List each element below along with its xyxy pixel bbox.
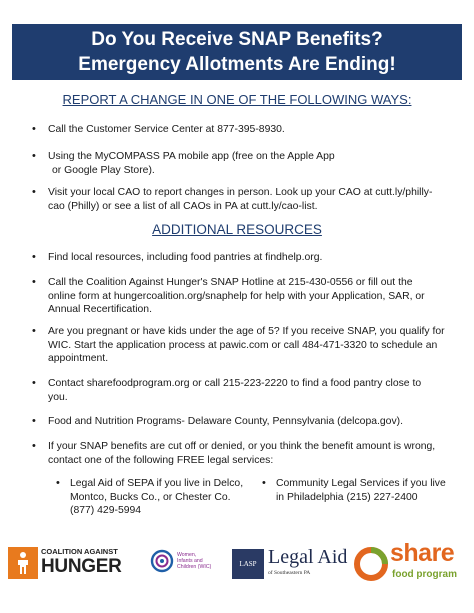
resource-item-line: Annual Recertification. <box>48 304 152 316</box>
share-food-program-logo <box>352 539 470 587</box>
legal-service-line: • Legal Aid of SEPA if you live in Delco, <box>70 478 244 489</box>
resource-item-line: online form at hungercoalition.org/snaphelp for help with your Application, SAR, or <box>48 290 425 302</box>
legal-service-item <box>70 477 250 518</box>
resource-item-line: contact one of the following FREE legal services: <box>48 454 274 466</box>
report-item-line: or Google Play Store). <box>52 164 155 176</box>
report-item-line: • Visit your local CAO to report changes in person. Look up your CAO at cutt.ly/philly- <box>48 187 433 198</box>
resource-item <box>48 251 458 265</box>
legal-service-line: Montco, Bucks Co., or Chester Co. <box>70 491 231 503</box>
resource-item-line: • If your SNAP benefits are cut off or denied, or you think the benefit amount is wrong, <box>48 441 436 452</box>
legal-service-item <box>276 477 466 504</box>
share-ring-icon <box>352 545 390 583</box>
report-item <box>48 123 458 137</box>
wic-text-line: Women, <box>177 552 197 558</box>
cah-logo-top: COALITION AGAINST <box>41 547 118 556</box>
wic-emblem-icon <box>150 549 174 573</box>
report-item-line: • Using the MyCOMPASS PA mobile app (free on the Apple App <box>48 151 335 162</box>
banner-title-line-1: Do You Receive SNAP Benefits? <box>91 29 383 50</box>
coalition-against-hunger-logo <box>8 545 122 581</box>
report-item <box>48 150 458 177</box>
report-item-line: cao (Philly) or see a list of all CAOs in PA at cutt.ly/cao-list. <box>48 200 318 212</box>
resource-item-line: • Are you pregnant or have kids under the age of 5? If you receive SNAP, you qualify for <box>48 326 445 337</box>
wic-text-line: Infants and <box>177 558 203 565</box>
resource-item-line: WIC. Start the application process at pawic.com or call 484-471-3320 to schedule an <box>48 339 438 351</box>
legal-aid-sepa-logo <box>232 546 348 583</box>
resource-item-line: • Contact sharefoodprogram.org or call 215-223-2220 to find a food pantry close to <box>48 378 422 389</box>
share-subtitle: food program <box>392 569 457 580</box>
resource-item <box>48 377 458 404</box>
report-change-heading: REPORT A CHANGE IN ONE OF THE FOLLOWING WAYS: <box>62 92 412 107</box>
banner-title-line-2: Emergency Allotments Are Ending! <box>78 54 396 75</box>
resource-item-line: • Call the Coalition Against Hunger's SNAP Hotline at 215-430-0556 or fill out the <box>48 277 413 288</box>
additional-resources-heading: ADDITIONAL RESOURCES <box>152 222 322 237</box>
legal-service-line: • Community Legal Services if you live <box>276 478 446 489</box>
lasp-name: Legal Aid <box>268 546 348 568</box>
lasp-subtitle: of Southeastern PA <box>268 570 311 576</box>
share-name: share <box>390 539 455 567</box>
person-icon <box>15 551 31 575</box>
legal-service-line: (877) 429-5994 <box>70 505 142 517</box>
wic-logo-text <box>177 552 211 571</box>
resource-item <box>48 440 458 467</box>
resource-item-line: appointment. <box>48 353 109 365</box>
cah-logo-bottom: HUNGER <box>41 556 122 577</box>
resource-item <box>48 276 458 317</box>
lasp-mark: LASP <box>232 549 264 579</box>
resource-item-line: • Find local resources, including food pantries at findhelp.org. <box>48 252 323 263</box>
resource-item <box>48 325 458 366</box>
report-item <box>48 186 458 213</box>
resource-item <box>48 415 458 429</box>
partner-logos <box>0 535 474 595</box>
resource-item-line: • Food and Nutrition Programs- Delaware County, Pennsylvania (delcopa.gov). <box>48 416 403 427</box>
wic-text-line: Children (WIC) <box>177 564 212 571</box>
legal-service-line: in Philadelphia (215) 227-2400 <box>276 491 418 503</box>
wic-logo <box>150 547 220 583</box>
title-banner <box>12 24 462 80</box>
resource-item-line: you. <box>48 391 68 403</box>
report-item-line: • Call the Customer Service Center at 877-395-8930. <box>48 124 285 135</box>
